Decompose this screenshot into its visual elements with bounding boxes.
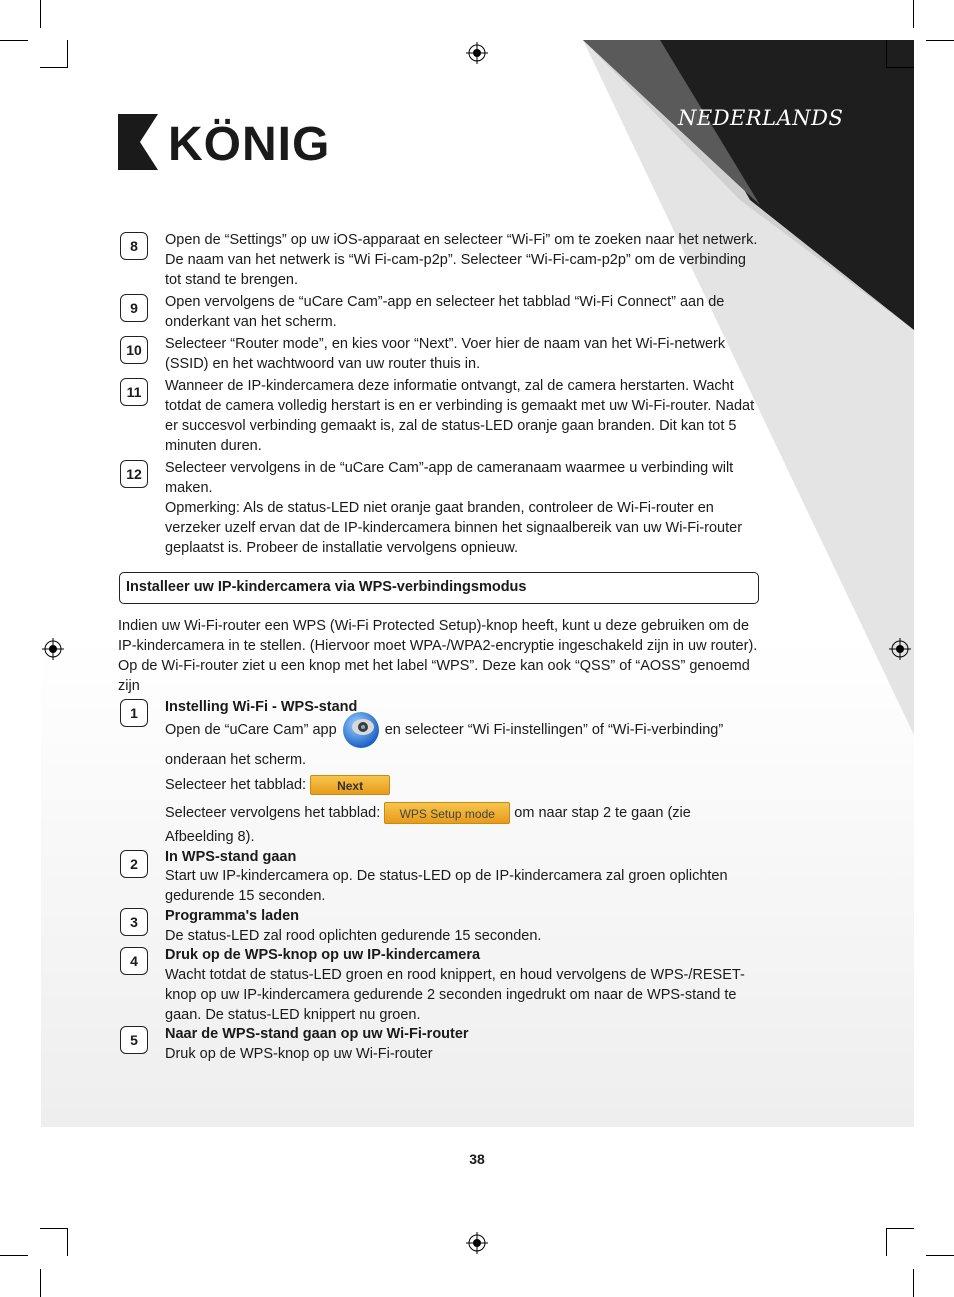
next-button-image: Next (310, 775, 390, 795)
step-text: Selecteer “Router mode”, en kies voor “Next”. Voer hier de naam van het Wi-Fi-netwerk (SSID) en het wachtwoord van uw router thuis in. (165, 336, 726, 372)
step-number: 10 (120, 336, 148, 364)
section-intro: Indien uw Wi-Fi-router een WPS (Wi-Fi Protected Setup)-knop heeft, kunt u deze gebruiken om de IP-kindercamera in te stellen. (Hiervoor moet WPA-/WPA2-encryptie ingeschakeld zijn in uw router). Op de Wi-Fi-router ziet u een knop met het label “WPS”. Deze kan ook “QSS” of “AOSS” genoemd zijn (118, 618, 758, 694)
registration-mark-icon (466, 42, 488, 64)
step-number: 4 (120, 947, 148, 975)
step-text: Selecteer het tabblad: (165, 777, 307, 793)
step-heading: Programma's laden (165, 908, 299, 924)
step-text: De status-LED zal rood oplichten gedurende 15 seconden. (165, 928, 542, 944)
step-text: Afbeelding 8). (165, 829, 255, 845)
step-text: Open de “Settings” op uw iOS-apparaat en selecteer “Wi-Fi” om te zoeken naar het netwerk. De naam van het netwerk is “Wi Fi-cam-p2p”. Selecteer “Wi-Fi-cam-p2p” om de verbinding tot stand te brengen. (165, 232, 758, 288)
registration-mark-icon (466, 1232, 488, 1254)
section-title: Installeer uw IP-kindercamera via WPS-verbindingsmodus (126, 579, 527, 595)
step-number: 5 (120, 1026, 148, 1054)
step-number: 1 (120, 699, 148, 727)
step-text: Druk op de WPS-knop op uw Wi-Fi-router (165, 1046, 433, 1062)
step-heading: In WPS-stand gaan (165, 849, 297, 865)
step-number: 8 (120, 232, 148, 260)
step-text: Open de “uCare Cam” app (165, 722, 337, 738)
step-text: Open vervolgens de “uCare Cam”-app en selecteer het tabblad “Wi-Fi Connect” aan de onderkant van het scherm. (165, 294, 725, 330)
konig-logo (118, 112, 342, 177)
step-line (165, 802, 760, 824)
registration-mark-icon (889, 638, 911, 660)
step-note: Opmerking: Als de status-LED niet oranje gaat branden, controleer de Wi-Fi-router en verzeker uzelf ervan dat de IP-kindercamera binnen het signaalbereik van uw Wi-Fi-router geplaatst is. Probeer de installatie vervolgens opnieuw. (165, 500, 743, 556)
step-heading: Instelling Wi-Fi - WPS-stand (165, 699, 358, 715)
svg-text:KÖNIG: KÖNIG (168, 118, 331, 171)
step-text: Selecteer vervolgens het tabblad: (165, 804, 381, 821)
step-heading: Naar de WPS-stand gaan op uw Wi-Fi-router (165, 1026, 469, 1042)
step-heading: Druk op de WPS-knop op uw IP-kindercamera (165, 947, 481, 963)
step-number: 9 (120, 294, 148, 322)
step-line (165, 709, 760, 751)
page-number: 38 (469, 1151, 485, 1167)
step-number: 2 (120, 850, 148, 878)
step-text: om naar stap 2 te gaan (zie (514, 804, 691, 821)
step-line (165, 775, 760, 795)
section-header (119, 572, 759, 604)
language-label: NEDERLANDS (678, 106, 844, 130)
ucare-cam-app-icon (341, 710, 381, 750)
step-text: Wacht totdat de status-LED groen en rood knippert, en houd vervolgens de WPS-/RESET-knop op uw IP-kindercamera gedurende 2 seconden ingedrukt om naar de WPS-stand te gaan. De status-LED knippert nu groen. (165, 967, 745, 1023)
step-text: Start uw IP-kindercamera op. De status-LED op de IP-kindercamera zal groen oplichten gedurende 15 seconden. (165, 868, 728, 904)
step-number: 11 (120, 378, 148, 406)
step-text: en selecteer “Wi Fi-instellingen” of “Wi-Fi-verbinding” (384, 722, 724, 738)
step-number: 12 (120, 460, 148, 488)
wps-setup-mode-button-image: WPS Setup mode (384, 802, 510, 824)
step-text: Selecteer vervolgens in de “uCare Cam”-app de cameranaam waarmee u verbinding wilt maken. (165, 460, 734, 496)
registration-mark-icon (42, 638, 64, 660)
step-text: onderaan het scherm. (165, 752, 307, 768)
step-text: Wanneer de IP-kindercamera deze informatie ontvangt, zal de camera herstarten. Wacht totdat de camera volledig herstart is en er verbinding is gemaakt met uw Wi-Fi-router. Nadat er succesvol verbinding gemaakt is, zal de status-LED oranje gaan branden. Dit kan tot 5 minuten duren. (165, 378, 755, 454)
step-number: 3 (120, 908, 148, 936)
